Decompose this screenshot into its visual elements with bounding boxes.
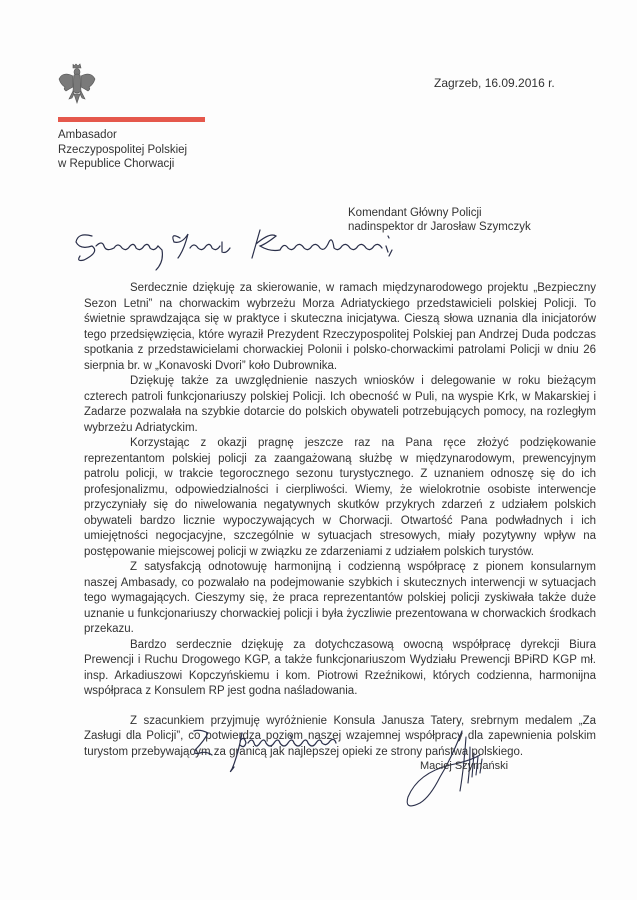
- signer-name: Maciej Szymański: [420, 760, 509, 772]
- body-paragraph: Korzystając z okazji pragnę jeszcze raz na Pana ręce złożyć podziękowanie reprezentantom polskiej policji za zaangażowaną służbę w międzynarodowym, prewencyjnym patrolu policji, w trakcie tegorocznego sezonu turystycznego. Z uznaniem odnoszę się do ich profesjonalizmu, odpowiedzialności i cierpliwości. Wiemy, że wielokrotnie osobiste interwencje przyczyniały się do niwelowania negatywnych skutków przykrych zdarzeń z udziałem polskich obywateli bardzo licznie wypoczywających w Chorwacji. Otwartość Pana podwładnych i ich umiejętności negocjacyjne, szczególnie w sytuacjach stresowych, miały pozytywny wpływ na postępowanie miejscowej policji w związku ze zdarzeniami z udziałem polskich turystów.: [84, 437, 596, 558]
- handwritten-signature: [400, 727, 510, 817]
- body-paragraph: Z szacunkiem przyjmuję wyróżnienie Konsula Janusza Tatery, srebrnym medalem „Za Zasługi dla Policji”, co potwierdza poziom naszej wzajemnej współpracy dla zapewnienia polskim turystom przebywającym za granicą jak najlepszej opieki ze strony państwa polskiego.: [84, 714, 596, 758]
- sender-line: w Republice Chorwacji: [58, 158, 175, 170]
- sender-block: [58, 128, 187, 172]
- letter-body: [84, 281, 596, 760]
- body-paragraph: Bardzo serdecznie dziękuję za dotychczasową owocną współpracę dyrekcji Biura Prewencji i Ruchu Drogowego KGP, a także funkcjonariuszom Wydziału Prewencji BPiRD KGP mł. insp. Arkadiuszowi Kopczyńskiemu i kom. Piotrowi Rzeźnikowi, których codzienna, harmonijna współpraca z Konsulem RP jest godna naśladowania.: [84, 638, 596, 697]
- place-date: Zagrzeb, 16.09.2016 r.: [434, 76, 555, 90]
- body-paragraph: Z satysfakcją odnotowuję harmonijną i codzienną współpracę z pionem konsularnym naszej Ambasady, co pozwalało na podejmowanie szybkich i skutecznych interwencji w sytuacjach tego wymagających. Cieszymy się, że praca reprezentantów polskiej policji zyskiwała także duże uznanie u funkcjonariuszy chorwackiej policji i była życzliwie prezentowana w chorwackich środkach przekazu.: [84, 561, 596, 635]
- sender-line: Rzeczypospolitej Polskiej: [58, 143, 188, 156]
- sender-line: Ambasador: [58, 129, 117, 141]
- body-paragraph: Serdecznie dziękuję za skierowanie, w ramach międzynarodowego projektu „Bezpieczny Sezon Letni” na chorwackim wybrzeżu Morza Adriatyckiego przedstawicieli polskiej Policji. To świetnie sprawdzająca się w praktyce i skuteczna inicjatywa. Cieszą słowa uznania dla inicjatorów tego przedsięwzięcia, które wyraził Prezydent Rzeczypospolitej Polskiej pan Andrzej Duda podczas spotkania z przedstawicielami chorwackiej Polonii i polsko-chorwackimi patrolami Policji w dniu 26 sierpnia br. w „Konavoski Dvori” koło Dubrownika.: [84, 282, 596, 372]
- recipient-line: Komendant Główny Policji: [348, 207, 482, 219]
- handwritten-closing: [190, 725, 390, 785]
- handwritten-salutation: [70, 222, 430, 272]
- polish-eagle-emblem-icon: [57, 63, 97, 105]
- recipient-line: nadinspektor dr Jarosław Szymczyk: [348, 221, 531, 233]
- body-paragraph: Dziękuję także za uwzględnienie naszych wniosków i delegowanie w roku bieżącym czterech patroli funkcjonariuszy polskiej Policji. Ich obecność w Puli, na wyspie Krk, w Makarskiej i Zadarze pozwalała na szybkie dotarcie do polskich obywateli potrzebujących pomocy, na rozległym wybrzeżu Adriatyckim.: [84, 375, 596, 434]
- letterhead-accent-bar: [58, 117, 205, 122]
